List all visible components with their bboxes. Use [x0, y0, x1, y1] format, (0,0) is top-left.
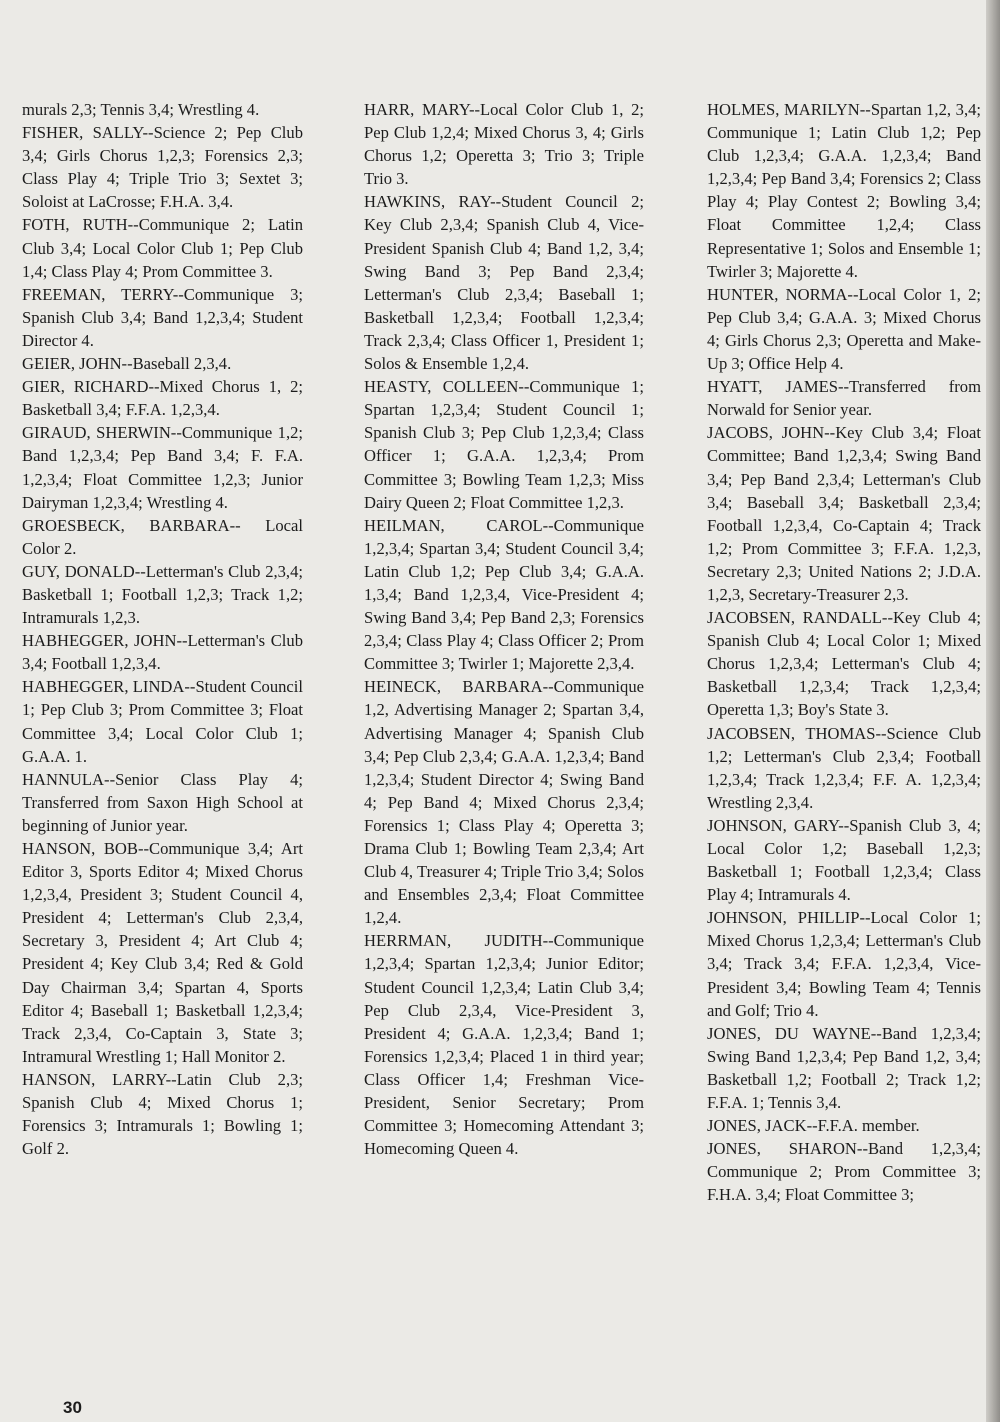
senior-entry: HANSON, LARRY--Latin Club 2,3; Spanish Club 4; Mixed Chorus 1; Forensics 3; Intramurals 1; Bowling 1; Golf 2.: [22, 1069, 303, 1159]
senior-entry: HERRMAN, JUDITH--Communique 1,2,3,4; Spartan 1,2,3,4; Junior Editor; Student Council 1,2,3,4; Latin Club 3,4; Pep Club 2,3,4, Vice-President 3, President 4; G.A.A. 1,2,3,4; Band 1; Forensics 1,2,3,4; Placed 1 in third year; Class Officer 1,4; Freshman Vice-President, Senior Secretary; Prom Committee 3; Homecoming Attendant 3; Homecoming Queen 4.: [364, 931, 644, 1159]
senior-entry: JONES, JACK--F.F.A. member.: [707, 1116, 920, 1136]
senior-entry: JONES, SHARON--Band 1,2,3,4; Communique 2; Prom Committee 3; F.H.A. 3,4; Float Committee 3;: [707, 1139, 981, 1205]
senior-entry: HARR, MARY--Local Color Club 1, 2; Pep Club 1,2,4; Mixed Chorus 3, 4; Girls Chorus 1,2; Operetta 3; Trio 3; Triple Trio 3.: [364, 100, 644, 189]
text-column-3: [707, 98, 981, 1207]
senior-entry: HUNTER, NORMA--Local Color 1, 2; Pep Club 3,4; G.A.A. 3; Mixed Chorus 4; Girls Chorus 2,3; Operetta and Make-Up 3; Office Help 4.: [707, 284, 981, 374]
senior-entry: JACOBSEN, RANDALL--Key Club 4; Spanish Club 4; Local Color 1; Mixed Chorus 1,2,3,4; Letterman's Club 4; Basketball 1,2,3,4; Track 1,2,3,4; Operetta 1,3; Boy's State 3.: [707, 608, 981, 720]
text-column-1: [22, 98, 303, 1160]
senior-entry: HEINECK, BARBARA--Communique 1,2, Advertising Manager 2; Spartan 3,4, Advertising Manager 4; Spanish Club 3,4; Pep Club 2,3,4; G.A.A. 1,2,3,4; Band 1,2,3,4; Student Director 4; Swing Band 4; Pep Band 4; Mixed Chorus 2,3,4; Forensics 1; Class Play 4; Operetta 3; Drama Club 1; Bowling Team 2,3,4; Art Club 4, Treasurer 4; Triple Trio 3,4; Solos and Ensembles 2,3,4; Float Committee 1,2,4.: [364, 677, 644, 928]
text-column-2: [364, 98, 644, 1160]
senior-entry: HABHEGGER, LINDA--Student Council 1; Pep Club 3; Prom Committee 3; Float Committee 3,4; Local Color Club 1; G.A.A. 1.: [22, 677, 303, 766]
senior-entry: JACOBS, JOHN--Key Club 3,4; Float Committee; Band 1,2,3,4; Swing Band 3,4; Pep Band 2,3,4; Letterman's Club 3,4; Baseball 3,4; Basketball 2,3,4; Football 1,2,3,4, Co-Captain 4; Track 1,2; Prom Committee 3; F.F.A. 1,2,3, Secretary 2,3; United Nations 2; J.D.A. 1,2,3, Secretary-Treasurer 2,3.: [707, 423, 981, 604]
senior-entry: HABHEGGER, JOHN--Letterman's Club 3,4; Football 1,2,3,4.: [22, 631, 303, 674]
senior-entry: HEILMAN, CAROL--Communique 1,2,3,4; Spartan 3,4; Student Council 3,4; Latin Club 1,2; Pep Club 3,4; G.A.A. 1,3,4; Band 1,2,3,4, Vice-President 4; Swing Band 3,4; Pep Band 2,3; Forensics 2,3,4; Class Play 4; Class Officer 2; Prom Committee 3; Twirler 1; Majorette 2,3,4.: [364, 515, 644, 674]
senior-entry: GUY, DONALD--Letterman's Club 2,3,4; Basketball 1; Football 1,2,3; Track 1,2; Intramurals 1,2,3.: [22, 561, 303, 628]
senior-entry: FREEMAN, TERRY--Communique 3; Spanish Club 3,4; Band 1,2,3,4; Student Director 4.: [22, 284, 303, 350]
senior-entry: GROESBECK, BARBARA-- Local Color 2.: [22, 515, 303, 558]
senior-entry: HEASTY, COLLEEN--Communique 1; Spartan 1,2,3,4; Student Council 1; Spanish Club 3; Pep Club 1,2,3,4; Class Officer 1; G.A.A. 1,2,3,4; Prom Committee 3; Bowling Team 1,2,3; Miss Dairy Queen 2; Float Committee 1,2,3.: [364, 377, 644, 512]
senior-entry: JONES, DU WAYNE--Band 1,2,3,4; Swing Band 1,2,3,4; Pep Band 1,2, 3,4; Basketball 1,2; Football 2; Track 1,2; F.F.A. 1; Tennis 3,4.: [707, 1023, 981, 1113]
senior-entry: JOHNSON, GARY--Spanish Club 3, 4; Local Color 1,2; Baseball 1,2,3; Basketball 1; Football 1,2,3,4; Class Play 4; Intramurals 4.: [707, 815, 981, 905]
senior-entry: HANNULA--Senior Class Play 4; Transferred from Saxon High School at beginning of Junior year.: [22, 769, 303, 835]
senior-entry: HYATT, JAMES--Transferred from Norwald for Senior year.: [707, 377, 981, 420]
senior-entry: HANSON, BOB--Communique 3,4; Art Editor 3, Sports Editor 4; Mixed Chorus 1,2,3,4, President 3; Student Council 4, President 4; Letterman's Club 2,3,4, Secretary 3, President 4; Art Club 4; President 4; Key Club 3,4; Red & Gold Day Chairman 3,4; Spartan 4, Sports Editor 4; Baseball 1; Basketball 1,2,3,4; Track 2,3,4, Co-Captain 3, State 3; Intramural Wrestling 1; Hall Monitor 2.: [22, 839, 303, 1066]
senior-entry: GEIER, JOHN--Baseball 2,3,4.: [22, 354, 232, 374]
senior-entry: FOTH, RUTH--Communique 2; Latin Club 3,4; Local Color Club 1; Pep Club 1,4; Class Play 4; Prom Committee 3.: [22, 215, 303, 281]
page-number: 30: [63, 1398, 82, 1417]
senior-entry: GIRAUD, SHERWIN--Communique 1,2; Band 1,2,3,4; Pep Band 3,4; F. F.A. 1,2,3,4; Float Committee 1,2,3; Junior Dairyman 1,2,3,4; Wrestling 4.: [22, 423, 303, 512]
senior-entry: GIER, RICHARD--Mixed Chorus 1, 2; Basketball 3,4; F.F.A. 1,2,3,4.: [22, 377, 303, 420]
senior-entry: JOHNSON, PHILLIP--Local Color 1; Mixed Chorus 1,2,3,4; Letterman's Club 3,4; Track 3,4; F.F.A. 1,2,3,4, Vice-President 3,4; Bowling Team 4; Tennis and Golf; Trio 4.: [707, 908, 981, 1020]
page-edge: [986, 0, 1000, 1422]
senior-entry: HOLMES, MARILYN--Spartan 1,2, 3,4; Communique 1; Latin Club 1,2; Pep Club 1,2,3,4; G.A.A. 1,2,3,4; Band 1,2,3,4; Pep Band 3,4; Forensics 2; Class Play 4; Play Contest 2; Bowling 3,4; Float Committee 1,2,4; Class Representative 1; Solos and Ensemble 1; Twirler 3; Majorette 4.: [707, 100, 981, 281]
senior-entry: HAWKINS, RAY--Student Council 2; Key Club 2,3,4; Spanish Club 4, Vice-President Spanish Club 4; Band 1,2, 3,4; Swing Band 3; Pep Band 2,3,4; Letterman's Club 2,3,4; Baseball 1; Basketball 1,2,3,4; Football 1,2,3,4; Track 2,3,4; Class Officer 1, President 1; Solos & Ensemble 1,2,4.: [364, 192, 644, 374]
senior-entry: murals 2,3; Tennis 3,4; Wrestling 4.: [22, 100, 260, 119]
senior-entry: FISHER, SALLY--Science 2; Pep Club 3,4; Girls Chorus 1,2,3; Forensics 2,3; Class Play 4; Triple Trio 3; Sextet 3; Soloist at LaCrosse; F.H.A. 3,4.: [22, 123, 303, 212]
senior-entry: JACOBSEN, THOMAS--Science Club 1,2; Letterman's Club 2,3,4; Football 1,2,3,4; Track 1,2,3,4; F.F. A. 1,2,3,4; Wrestling 2,3,4.: [707, 723, 981, 812]
